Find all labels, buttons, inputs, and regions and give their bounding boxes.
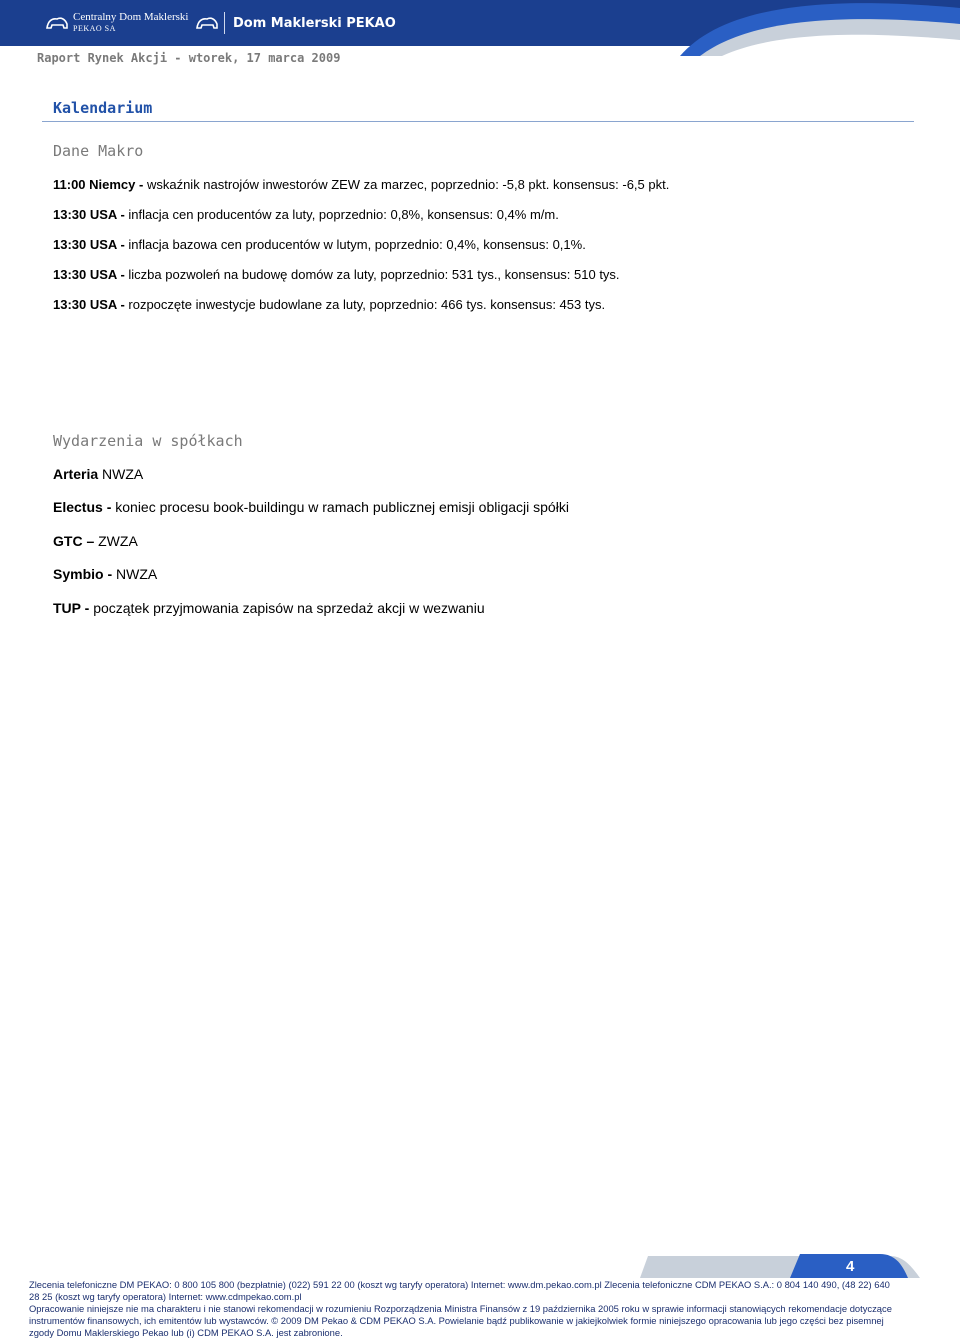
list-item (53, 533, 933, 566)
company-events-list (53, 466, 933, 633)
subsection-title-macro: Dane Makro (53, 142, 144, 160)
event-text: ZWZA (98, 532, 138, 549)
event-text: liczba pozwoleń na budowę domów za luty, poprzednio: 531 tys., konsensus: 510 tys. (128, 267, 620, 282)
cdm-logo-line2: PEKAO SA (73, 24, 116, 33)
event-text: początek przyjmowania zapisów na sprzedaż akcji w wezwaniu (93, 599, 485, 616)
footer-line: instrumentów finansowych, ich emitentów lub wystawców. © 2009 DM Pekao & CDM PEKAO S.A. Powielanie bądź publikowanie w jakiejkolwiek formie niniejszego opracowania lub jego części bez pisemnej (29, 1315, 884, 1326)
event-lead: 13:30 USA - (53, 267, 129, 282)
cdm-logo (46, 12, 188, 34)
event-text: wskaźnik nastrojów inwestorów ZEW za marzec, poprzednio: -5,8 pkt. konsensus: -6,5 pkt. (146, 177, 670, 192)
event-text: inflacja bazowa cen producentów w lutym, poprzednio: 0,4%, konsensus: 0,1%. (128, 237, 586, 252)
event-lead: 13:30 USA - (53, 237, 129, 252)
company-name: Arteria (53, 466, 103, 482)
footer-line: 28 25 (koszt wg taryfy operatora) Internet: www.cdmpekao.com.pl (29, 1291, 302, 1302)
bison-icon (46, 15, 68, 31)
section-divider (42, 121, 914, 122)
header-swoosh (660, 0, 960, 56)
list-item (53, 466, 933, 499)
page-number: 4 (846, 1258, 855, 1275)
list-item (53, 177, 933, 207)
company-name: GTC – (53, 532, 99, 549)
footer-disclaimer (29, 1279, 929, 1339)
bison-icon (196, 15, 218, 31)
company-name: TUP - (53, 599, 94, 616)
footer-swoosh (640, 1254, 920, 1278)
subsection-title-companies: Wydarzenia w spółkach (53, 432, 243, 450)
event-text: NWZA (102, 466, 144, 482)
event-text: inflacja cen producentów za luty, poprzednio: 0,8%, konsensus: 0,4% m/m. (128, 207, 559, 222)
dm-logo-text: Dom Maklerski PEKAO (233, 15, 396, 31)
footer-line: zgody Domu Maklerskiego Pekao lub (i) CDM PEKAO S.A. jest zabronione. (29, 1327, 343, 1338)
event-lead: 11:00 Niemcy - (53, 177, 147, 192)
company-name: Symbio - (53, 566, 117, 583)
list-item (53, 566, 933, 599)
list-item (53, 297, 933, 327)
list-item (53, 600, 933, 633)
report-title: Raport Rynek Akcji - wtorek, 17 marca 2009 (37, 51, 341, 65)
cdm-logo-line1: Centralny Dom Maklerski (73, 11, 189, 23)
event-lead: 13:30 USA - (53, 207, 129, 222)
macro-events-list (53, 177, 933, 327)
event-text: NWZA (116, 566, 158, 583)
section-title-kalendarium: Kalendarium (53, 99, 153, 117)
list-item (53, 207, 933, 237)
company-name: Electus - (53, 499, 116, 516)
dm-logo (196, 12, 396, 34)
event-lead: 13:30 USA - (53, 297, 129, 312)
list-item (53, 267, 933, 297)
logo-separator (224, 12, 225, 34)
event-text: rozpoczęte inwestycje budowlane za luty, poprzednio: 466 tys. konsensus: 453 tys. (128, 297, 606, 312)
list-item (53, 499, 933, 532)
list-item (53, 237, 933, 267)
footer-line: Opracowanie niniejsze nie ma charakteru i nie stanowi rekomendacji w rozumieniu Rozporządzenia Ministra Finansów z 19 października 2005 roku w sprawie informacji stanowiących rekomendacje dotyczące (29, 1303, 892, 1314)
event-text: koniec procesu book-buildingu w ramach publicznej emisji obligacji spółki (115, 499, 569, 516)
footer-line: Zlecenia telefoniczne DM PEKAO: 0 800 105 800 (bezpłatnie) (022) 591 22 00 (koszt wg taryfy operatora) Internet: www.dm.pekao.com.pl Zlecenia telefoniczne CDM PEKAO S.A.: 0 804 140 490, (48 22) 640 (29, 1279, 890, 1290)
